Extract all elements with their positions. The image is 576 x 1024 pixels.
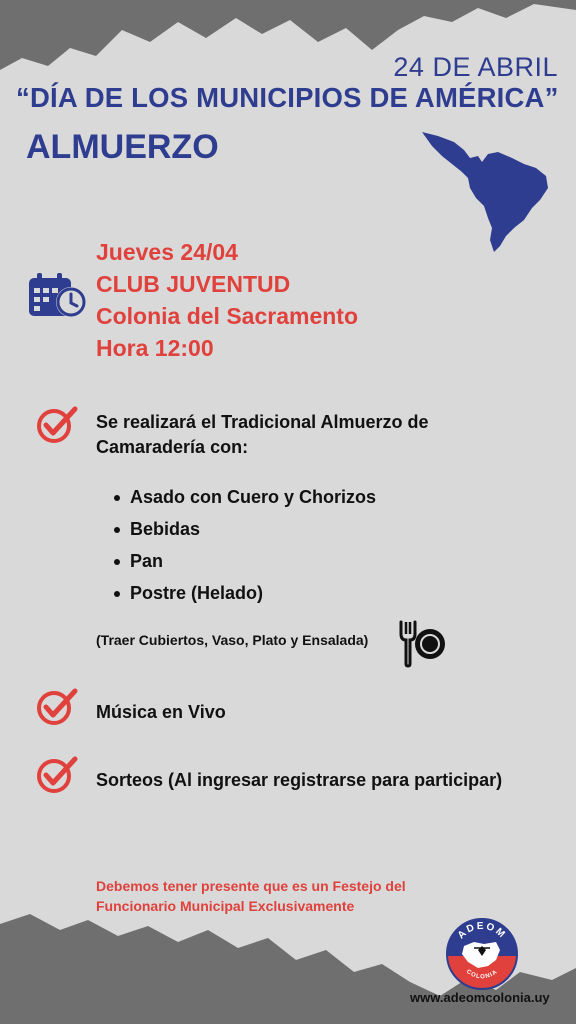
calendar-clock-icon [28, 272, 88, 322]
event-date-header: 24 DE ABRIL [393, 52, 558, 82]
warning-line2: Funcionario Municipal Exclusivamente [96, 898, 355, 914]
warning-line1: Debemos tener presente que es un Festejo del [96, 878, 406, 894]
live-music-item: Música en Vivo [96, 702, 226, 722]
adeom-logo [444, 916, 520, 992]
south-america-map-icon [418, 128, 558, 258]
page-title: “DÍA DE LOS MUNICIPIOS DE AMÉRICA” [16, 82, 559, 113]
menu-item-label: Postre (Helado) [130, 583, 264, 603]
event-day: Jueves 24/04 [96, 239, 238, 265]
list-item [114, 548, 376, 580]
menu-list [114, 484, 376, 612]
menu-item-label: Asado con Cuero y Chorizos [130, 487, 377, 507]
bullet-icon [114, 495, 120, 501]
event-city: Colonia del Sacramento [96, 303, 359, 329]
checkmark-icon [36, 406, 78, 444]
lunch-description-line1: Se realizará el Tradicional Almuerzo de [96, 412, 429, 432]
event-time: Hora 12:00 [96, 335, 214, 361]
list-item [114, 516, 376, 548]
page-subtitle: ALMUERZO [26, 128, 219, 166]
raffle-item: Sorteos (Al ingresar registrarse para participar) [96, 770, 503, 790]
list-item [114, 580, 376, 612]
website-link[interactable]: www.adeomcolonia.uy [410, 990, 550, 1005]
event-details [96, 236, 358, 364]
lunch-description-line2: Camaradería con: [96, 437, 249, 457]
checkmark-icon [36, 756, 78, 794]
bring-items-note: (Traer Cubiertos, Vaso, Plato y Ensalada) [96, 632, 369, 648]
list-item [114, 484, 376, 516]
bullet-icon [114, 527, 120, 533]
menu-item-label: Pan [130, 551, 164, 571]
event-venue: CLUB JUVENTUD [96, 271, 291, 297]
plate-cutlery-icon [398, 618, 446, 668]
logo-top-text: ADEOM [455, 920, 509, 942]
menu-item-label: Bebidas [130, 519, 201, 539]
logo-bottom-text: COLONIA [464, 968, 500, 981]
bullet-icon [114, 559, 120, 565]
checkmark-icon [36, 688, 78, 726]
bullet-icon [114, 591, 120, 597]
lunch-description [96, 410, 428, 460]
exclusivity-warning [96, 876, 406, 916]
